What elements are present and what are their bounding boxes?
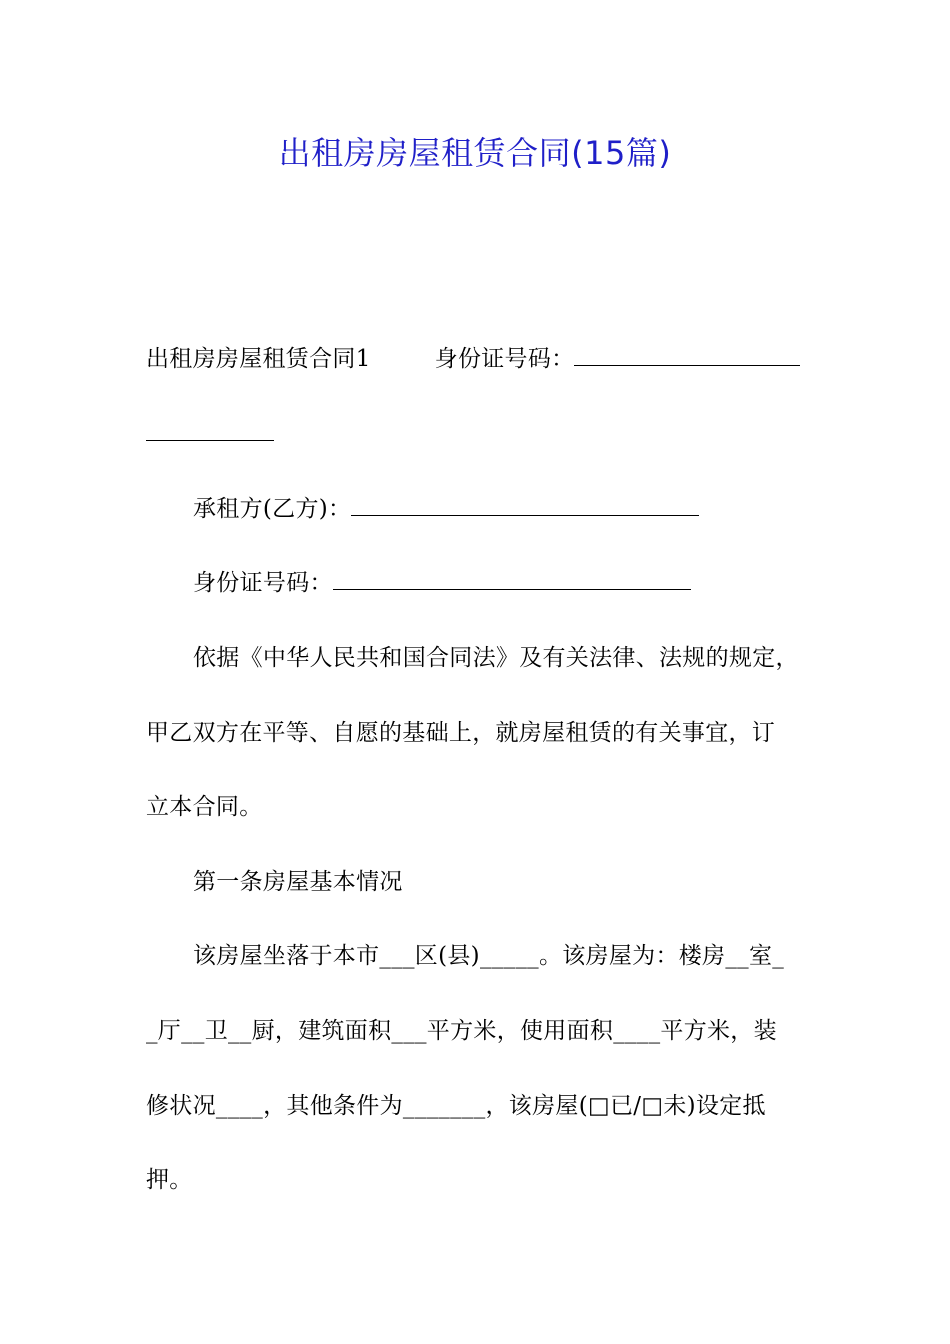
tenant-blank <box>351 493 699 516</box>
landlord-id-blank-continued-line <box>146 418 274 450</box>
landlord-id-blank-continued <box>146 418 274 441</box>
contract-heading: 出租房房屋租赁合同1 <box>146 346 371 372</box>
landlord-id-blank <box>574 343 800 366</box>
paragraph-line: _厅__卫__厨，建筑面积___平方米，使用面积____平方米，装 <box>146 1018 777 1044</box>
paragraph-line: 押。 <box>146 1167 193 1193</box>
paragraph-line: 该房屋坐落于本市___区(县)_____。该房屋为：楼房__室_ <box>193 943 785 969</box>
paragraph-line: 依据《中华人民共和国合同法》及有关法律、法规的规定， <box>193 645 799 671</box>
tenant-id-blank <box>333 567 691 590</box>
contract-heading-line <box>146 343 800 375</box>
article-heading: 第一条房屋基本情况 <box>193 869 403 895</box>
landlord-id-label: 身份证号码： <box>434 346 575 372</box>
tenant-label: 承租方(乙方)： <box>193 496 352 522</box>
tenant-id-label: 身份证号码： <box>193 570 333 596</box>
paragraph-line: 立本合同。 <box>146 794 263 820</box>
paragraph-line: 修状况____，其他条件为_______，该房屋(□已/□未)设定抵 <box>146 1093 766 1119</box>
tenant-line <box>193 493 699 525</box>
tenant-id-line <box>193 567 691 599</box>
document-title: 出租房房屋租赁合同(15篇) <box>278 134 672 172</box>
paragraph-line: 甲乙双方在平等、自愿的基础上，就房屋租赁的有关事宜，订 <box>146 720 776 746</box>
